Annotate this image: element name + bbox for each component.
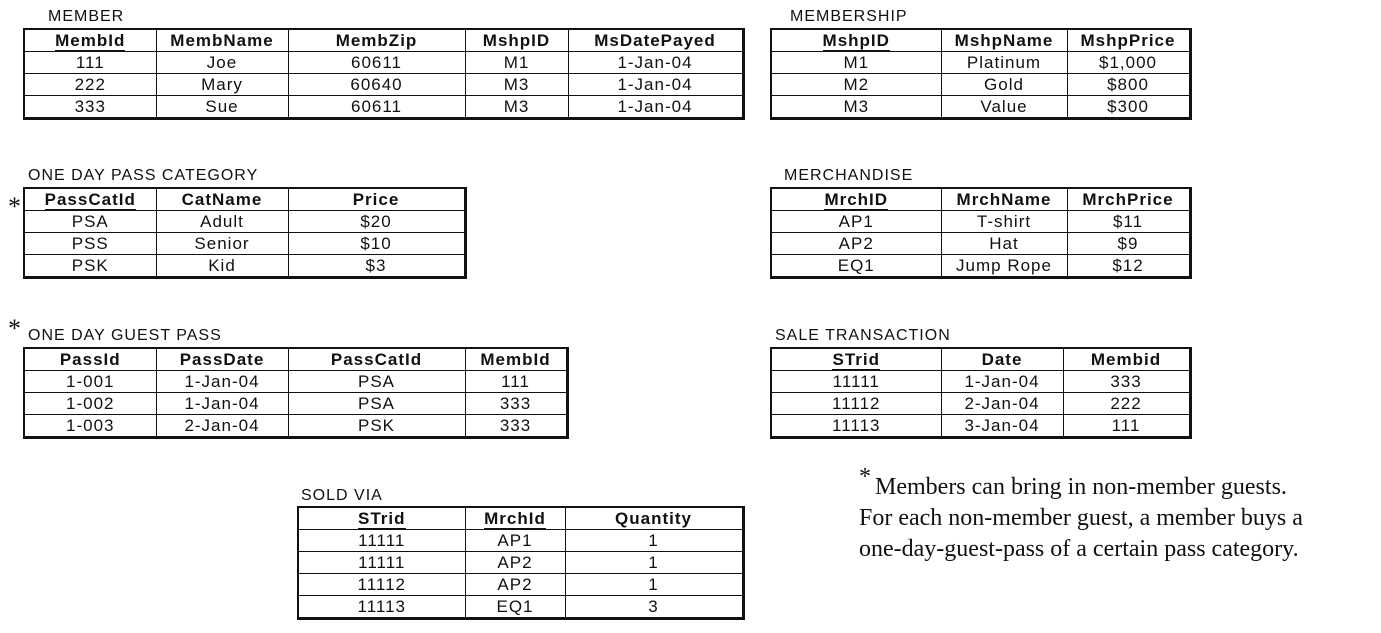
table-header-row	[24, 348, 567, 371]
table-cell: Joe	[156, 52, 288, 74]
table-row	[771, 52, 1190, 74]
table-row	[771, 74, 1190, 96]
table-row	[298, 574, 743, 596]
table-cell: $12	[1067, 255, 1190, 278]
table-cell: 1-001	[24, 371, 156, 393]
column-header: MembId	[465, 348, 567, 371]
table-cell: Senior	[156, 233, 288, 255]
table-cell: PSA	[288, 393, 465, 415]
merchandise-table-title: MERCHANDISE	[784, 167, 914, 184]
table-cell: M1	[771, 52, 941, 74]
table-row	[771, 96, 1190, 119]
footnote-line: one-day-guest-pass of a certain pass category.	[859, 536, 1299, 562]
table-cell: 1-Jan-04	[568, 52, 743, 74]
column-header: Date	[941, 348, 1063, 371]
table-cell: 2-Jan-04	[156, 415, 288, 438]
table-cell: $20	[288, 211, 465, 233]
membership-table-title: MEMBERSHIP	[790, 8, 908, 25]
table-row	[24, 96, 743, 119]
merchandise-table	[770, 187, 1192, 279]
table-cell: PSA	[288, 371, 465, 393]
table-row	[298, 596, 743, 619]
table-cell: $11	[1067, 211, 1190, 233]
table-cell: $800	[1067, 74, 1190, 96]
table-cell: $9	[1067, 233, 1190, 255]
table-cell: Hat	[941, 233, 1067, 255]
column-header: MembName	[156, 29, 288, 52]
table-header-row	[24, 188, 465, 211]
column-header: Membid	[1063, 348, 1190, 371]
table-cell: 1	[565, 574, 743, 596]
table-cell: 222	[1063, 393, 1190, 415]
table-cell: PSA	[24, 211, 156, 233]
table-cell: 1-Jan-04	[568, 74, 743, 96]
table-cell: M2	[771, 74, 941, 96]
column-header: MrchName	[941, 188, 1067, 211]
sale-transaction-table	[770, 347, 1192, 439]
member-table-title: MEMBER	[48, 8, 125, 25]
column-header: MrchPrice	[1067, 188, 1190, 211]
column-header: MshpID	[465, 29, 568, 52]
table-cell: 11112	[298, 574, 465, 596]
table-row	[24, 74, 743, 96]
column-header: PassCatId	[288, 348, 465, 371]
column-header: Quantity	[565, 507, 743, 530]
table-cell: 1	[565, 552, 743, 574]
table-cell: 1-003	[24, 415, 156, 438]
table-cell: 1-Jan-04	[156, 371, 288, 393]
table-cell: Adult	[156, 211, 288, 233]
table-cell: 2-Jan-04	[941, 393, 1063, 415]
footnote	[859, 464, 1303, 565]
table-cell: 1-002	[24, 393, 156, 415]
footnote-line: For each non-member guest, a member buys a	[859, 505, 1303, 531]
table-cell: 111	[465, 371, 567, 393]
table-row	[24, 371, 567, 393]
table-cell: T-shirt	[941, 211, 1067, 233]
table-row	[771, 255, 1190, 278]
column-header: PassCatId	[24, 188, 156, 211]
table-row	[24, 255, 465, 278]
table-cell: PSK	[288, 415, 465, 438]
table-cell: 11111	[298, 530, 465, 552]
column-header: MshpID	[771, 29, 941, 52]
table-cell: 11111	[298, 552, 465, 574]
table-cell: EQ1	[465, 596, 565, 619]
table-header-row	[771, 348, 1190, 371]
asterisk-marker: *	[859, 464, 871, 490]
table-cell: Jump Rope	[941, 255, 1067, 278]
table-cell: M3	[465, 74, 568, 96]
footnote-line: * Members can bring in non-member guests.	[859, 464, 1287, 500]
table-cell: 60640	[288, 74, 465, 96]
table-cell: $300	[1067, 96, 1190, 119]
sold-via-table-title: SOLD VIA	[301, 487, 383, 504]
membership-table	[770, 28, 1192, 120]
column-header: MembId	[24, 29, 156, 52]
column-header: MrchID	[771, 188, 941, 211]
table-cell: Value	[941, 96, 1067, 119]
table-cell: 111	[1063, 415, 1190, 438]
table-cell: 11111	[771, 371, 941, 393]
table-header-row	[771, 29, 1190, 52]
table-cell: 1-Jan-04	[941, 371, 1063, 393]
table-cell: 60611	[288, 96, 465, 119]
table-row	[298, 552, 743, 574]
table-cell: Mary	[156, 74, 288, 96]
table-cell: AP2	[771, 233, 941, 255]
column-header: STrid	[771, 348, 941, 371]
table-cell: PSS	[24, 233, 156, 255]
table-cell: 1-Jan-04	[156, 393, 288, 415]
column-header: CatName	[156, 188, 288, 211]
table-row	[24, 211, 465, 233]
table-cell: $3	[288, 255, 465, 278]
table-header-row	[771, 188, 1190, 211]
table-cell: 333	[24, 96, 156, 119]
column-header: MrchId	[465, 507, 565, 530]
table-header-row	[24, 29, 743, 52]
table-cell: 3	[565, 596, 743, 619]
table-cell: 333	[465, 393, 567, 415]
table-row	[24, 233, 465, 255]
table-cell: PSK	[24, 255, 156, 278]
table-cell: 60611	[288, 52, 465, 74]
table-cell: AP2	[465, 574, 565, 596]
table-cell: 11112	[771, 393, 941, 415]
table-cell: Kid	[156, 255, 288, 278]
table-cell: Platinum	[941, 52, 1067, 74]
table-row	[771, 393, 1190, 415]
table-cell: $10	[288, 233, 465, 255]
table-cell: EQ1	[771, 255, 941, 278]
table-row	[24, 393, 567, 415]
table-cell: 11113	[771, 415, 941, 438]
table-row	[771, 211, 1190, 233]
table-cell: M1	[465, 52, 568, 74]
asterisk-marker: *	[8, 314, 21, 343]
table-cell: 3-Jan-04	[941, 415, 1063, 438]
table-cell: Sue	[156, 96, 288, 119]
table-cell: AP1	[465, 530, 565, 552]
pass-category-table	[23, 187, 467, 279]
table-cell: AP1	[771, 211, 941, 233]
table-cell: AP2	[465, 552, 565, 574]
table-cell: 333	[1063, 371, 1190, 393]
guest-pass-table	[23, 347, 569, 439]
table-row	[24, 52, 743, 74]
table-cell: M3	[771, 96, 941, 119]
column-header: MsDatePayed	[568, 29, 743, 52]
table-cell: 222	[24, 74, 156, 96]
column-header: PassDate	[156, 348, 288, 371]
table-cell: $1,000	[1067, 52, 1190, 74]
table-row	[24, 415, 567, 438]
pass-category-table-title: ONE DAY PASS CATEGORY	[28, 167, 259, 184]
column-header: MembZip	[288, 29, 465, 52]
asterisk-marker: *	[8, 192, 21, 221]
table-row	[298, 530, 743, 552]
table-row	[771, 371, 1190, 393]
table-cell: 11113	[298, 596, 465, 619]
column-header: MshpPrice	[1067, 29, 1190, 52]
member-table	[23, 28, 745, 120]
table-cell: 1	[565, 530, 743, 552]
sale-transaction-table-title: SALE TRANSACTION	[775, 327, 951, 344]
column-header: MshpName	[941, 29, 1067, 52]
table-cell: M3	[465, 96, 568, 119]
table-cell: Gold	[941, 74, 1067, 96]
table-row	[771, 415, 1190, 438]
table-cell: 333	[465, 415, 567, 438]
guest-pass-table-title: ONE DAY GUEST PASS	[28, 327, 222, 344]
table-cell: 1-Jan-04	[568, 96, 743, 119]
table-row	[771, 233, 1190, 255]
column-header: Price	[288, 188, 465, 211]
sold-via-table	[297, 506, 745, 620]
column-header: PassId	[24, 348, 156, 371]
column-header: STrid	[298, 507, 465, 530]
table-cell: 111	[24, 52, 156, 74]
table-header-row	[298, 507, 743, 530]
